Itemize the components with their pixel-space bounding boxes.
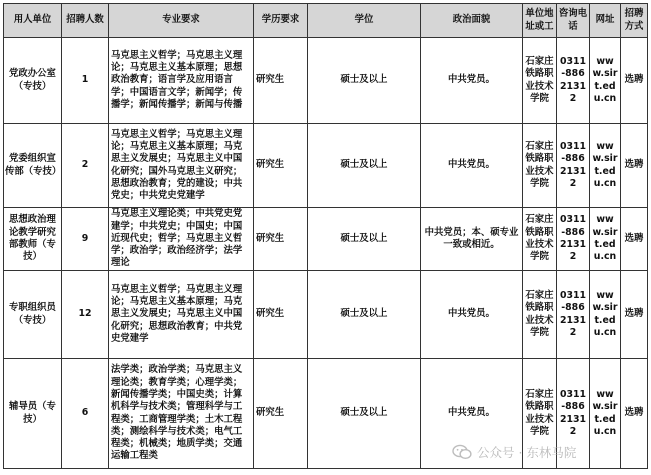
header-degree: 学位 (308, 4, 421, 38)
cell-website[interactable]: www.sirt.edu.cn (590, 271, 621, 359)
cell-location: 石家庄铁路职业技术学院 (523, 124, 557, 208)
cell-method: 选聘 (621, 208, 648, 271)
cell-unit: 思想政治理论教学研究部教师（专技） (4, 208, 62, 271)
cell-education: 研究生 (254, 359, 308, 469)
cell-political: 中共党员。 (421, 38, 523, 124)
header-education: 学历要求 (254, 4, 308, 38)
header-website: 网址 (590, 4, 621, 38)
table-row (4, 38, 648, 124)
cell-major: 马克思主义哲学；马克思主义理论；马克思主义基本原理；马克思主义发展史；马克思主义中国化研究；国外马克思主义研究；思想政治教育；党的建设；中共党史；中共党史党建学 (109, 124, 254, 208)
cell-unit: 党委组织宣传部（专技） (4, 124, 62, 208)
cell-unit: 党政办公室（专技） (4, 38, 62, 124)
cell-phone: 0311-88621312 (557, 124, 590, 208)
wechat-icon (452, 444, 472, 460)
cell-education: 研究生 (254, 208, 308, 271)
header-count: 招聘人数 (62, 4, 109, 38)
cell-phone: 0311-88621312 (557, 208, 590, 271)
cell-major: 法学类；政治学类；马克思主义理论类；教育学类；心理学类；新闻传播学类；中国史类；计算机科学与技术类；管理科学与工程类；工商管理学类；土木工程类；测绘科学与技术类；电气工程类；机械类；地质学类；交通运输工程类 (109, 359, 254, 469)
cell-phone: 0311-88621312 (557, 271, 590, 359)
cell-count: 12 (62, 271, 109, 359)
cell-political: 中共党员。 (421, 124, 523, 208)
watermark (452, 440, 576, 464)
cell-count: 6 (62, 359, 109, 469)
cell-political: 中共党员；本、硕专业一致或相近。 (421, 208, 523, 271)
cell-degree: 硕士及以上 (308, 208, 421, 271)
cell-political: 中共党员。 (421, 359, 523, 469)
cell-location: 石家庄铁路职业技术学院 (523, 38, 557, 124)
cell-website[interactable]: www.sirt.edu.cn (590, 359, 621, 469)
cell-method: 选聘 (621, 359, 648, 469)
cell-major: 马克思主义理论类；中共党史党建学；中共党史；中国史；中国近现代史；哲学；马克思主义哲学；政治学；政治经济学；法学理论 (109, 208, 254, 271)
cell-website[interactable]: www.sirt.edu.cn (590, 38, 621, 124)
cell-website[interactable]: www.sirt.edu.cn (590, 208, 621, 271)
cell-education: 研究生 (254, 124, 308, 208)
cell-phone: 0311-88621312 (557, 38, 590, 124)
cell-website[interactable]: www.sirt.edu.cn (590, 124, 621, 208)
cell-location: 石家庄铁路职业技术学院 (523, 359, 557, 469)
cell-political: 中共党员。 (421, 271, 523, 359)
cell-method: 选聘 (621, 271, 648, 359)
cell-education: 研究生 (254, 271, 308, 359)
table-row (4, 271, 648, 359)
recruitment-table (3, 3, 648, 469)
cell-education: 研究生 (254, 38, 308, 124)
watermark-text: 公众号 · 东林马院 (477, 445, 577, 460)
cell-location: 石家庄铁路职业技术学院 (523, 208, 557, 271)
header-row (4, 4, 648, 38)
cell-degree: 硕士及以上 (308, 124, 421, 208)
header-location: 单位地址或工 (523, 4, 557, 38)
cell-location: 石家庄铁路职业技术学院 (523, 271, 557, 359)
cell-phone: 0311-88621312 (557, 359, 590, 469)
header-political: 政治面貌 (421, 4, 523, 38)
cell-method: 选聘 (621, 38, 648, 124)
header-phone: 咨询电话 (557, 4, 590, 38)
table-row (4, 124, 648, 208)
cell-major: 马克思主义哲学；马克思主义理论；马克思主义基本原理；思想政治教育；语言学及应用语言学；中国语言文学；新闻学；传播学；新闻传播学；新闻与传播 (109, 38, 254, 124)
cell-unit: 辅导员（专技） (4, 359, 62, 469)
cell-count: 9 (62, 208, 109, 271)
header-unit: 用人单位 (4, 4, 62, 38)
cell-major: 马克思主义哲学；马克思主义理论；马克思主义基本原理；马克思主义发展史；马克思主义中国化研究；思想政治教育；中共党史党建学 (109, 271, 254, 359)
cell-degree: 硕士及以上 (308, 359, 421, 469)
header-method: 招聘方式 (621, 4, 648, 38)
cell-degree: 硕士及以上 (308, 271, 421, 359)
table-row (4, 208, 648, 271)
cell-count: 1 (62, 38, 109, 124)
cell-degree: 硕士及以上 (308, 38, 421, 124)
cell-count: 2 (62, 124, 109, 208)
header-major: 专业要求 (109, 4, 254, 38)
cell-method: 选聘 (621, 124, 648, 208)
cell-unit: 专职组织员（专技） (4, 271, 62, 359)
